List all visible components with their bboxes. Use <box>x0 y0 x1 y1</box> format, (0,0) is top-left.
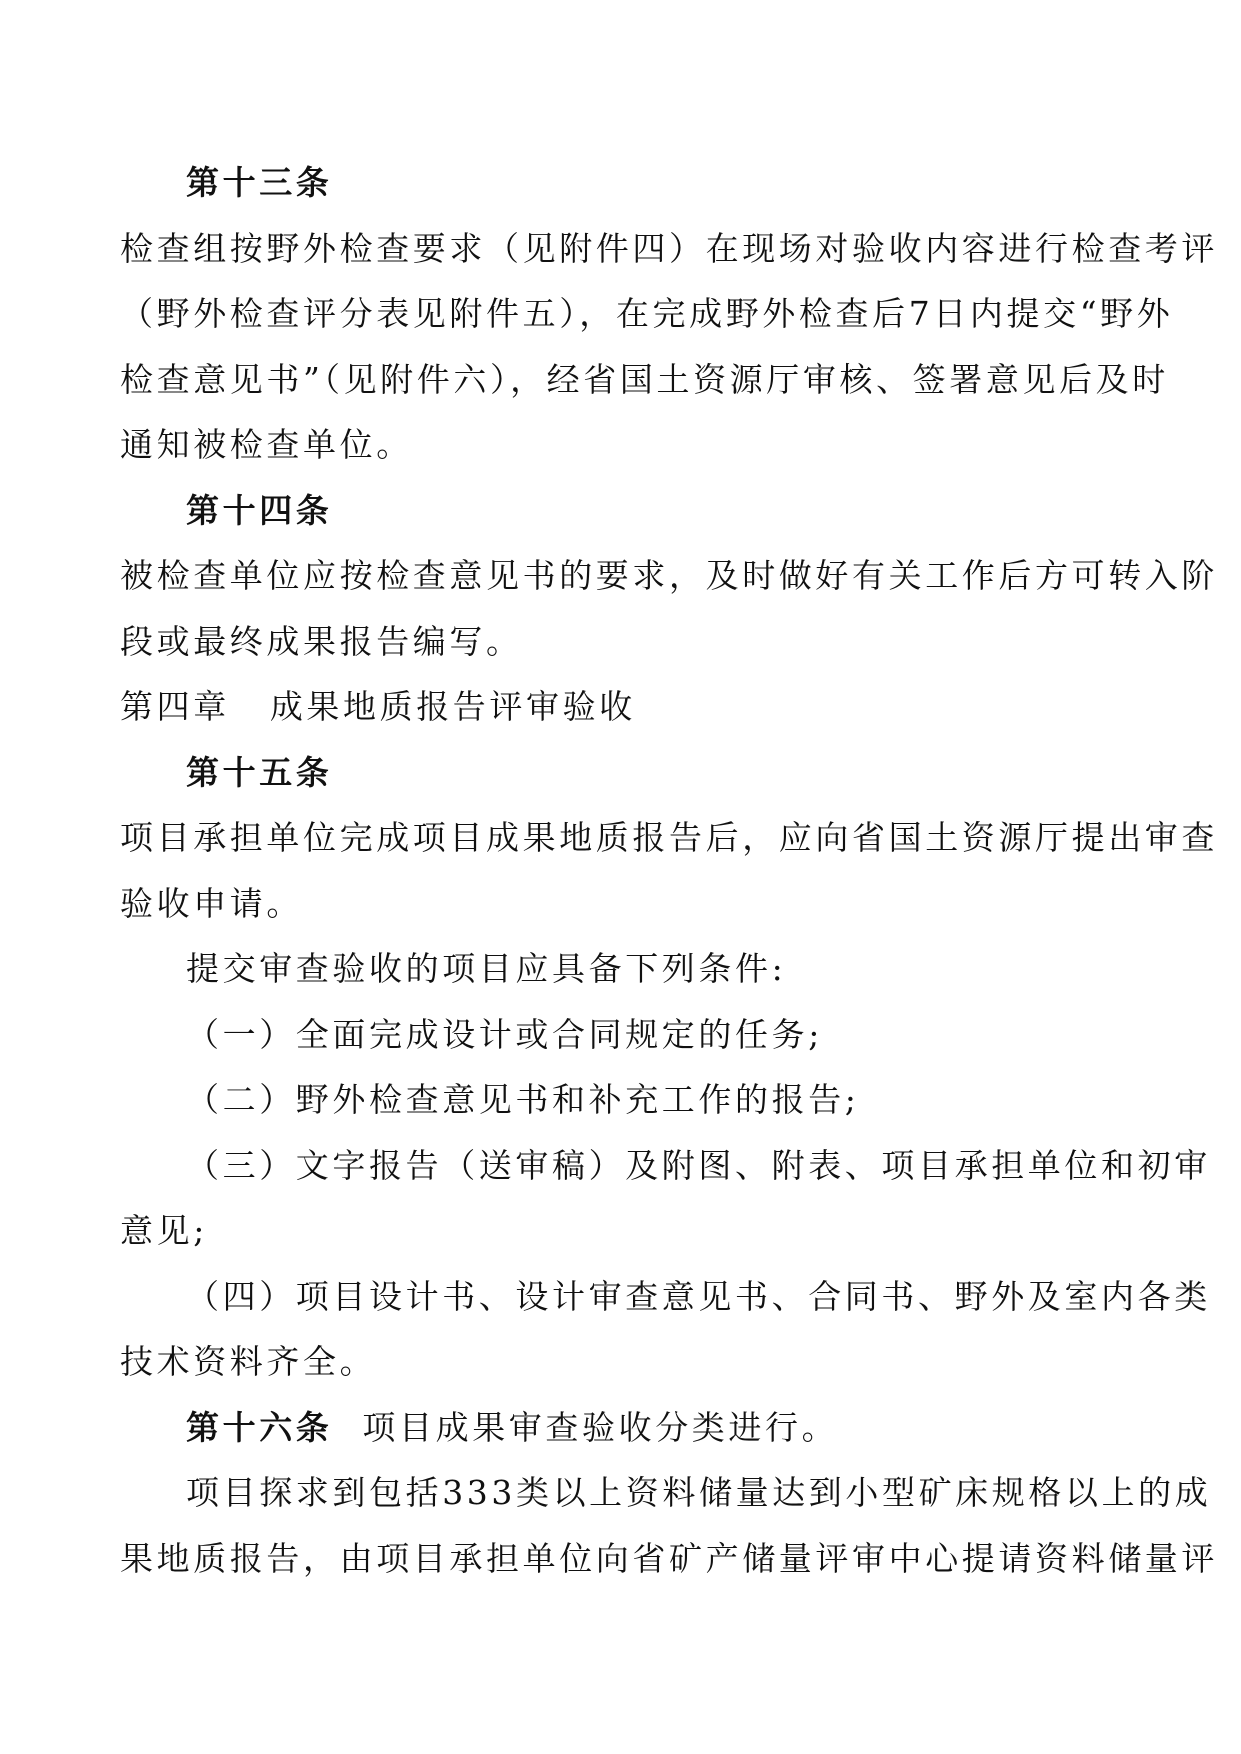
chapter-4-number: 第四章 <box>120 687 230 726</box>
condition-3-line-1: （三）文字报告（送审稿）及附图、附表、项目承担单位和初审 <box>186 1145 1211 1185</box>
article-13-heading: 第十三条 <box>186 163 333 202</box>
article-15-line-2: 验收申请。 <box>120 883 303 923</box>
article-13-line-2: （野外检查评分表见附件五），在完成野外检查后7日内提交“野外 <box>120 294 1174 333</box>
document-body <box>120 150 1218 1591</box>
article-14-line-2: 段或最终成果报告编写。 <box>120 621 523 661</box>
article-13-line-4: 通知被检查单位。 <box>120 425 413 464</box>
article-15-line-1: 项目承担单位完成项目成果地质报告后，应向省国土资源厅提出审查 <box>120 818 1218 857</box>
article-16-heading: 第十六条 <box>186 1407 333 1447</box>
article-13-line-3: 检查意见书”（见附件六），经省国土资源厅审核、签署意见后及时 <box>120 359 1169 399</box>
condition-2: （二）野外检查意见书和补充工作的报告; <box>186 1080 860 1119</box>
article-14-line-1: 被检查单位应按检查意见书的要求，及时做好有关工作后方可转入阶 <box>120 556 1218 595</box>
article-16-first-line <box>120 1395 1120 1461</box>
condition-3-line-2: 意见; <box>120 1211 208 1250</box>
article-16-line-1: 项目探求到包括333类以上资料储量达到小型矿床规格以上的成 <box>186 1473 1212 1512</box>
condition-4-line-2: 技术资料齐全。 <box>120 1342 377 1381</box>
condition-4-line-1: （四）项目设计书、设计审查意见书、合同书、野外及室内各类 <box>186 1276 1211 1316</box>
article-16-line-2: 果地质报告，由项目承担单位向省矿产储量评审中心提请资料储量评 <box>120 1538 1218 1578</box>
article-14-heading: 第十四条 <box>186 490 333 530</box>
chapter-4-heading <box>120 674 1120 740</box>
chapter-4-title: 成果地质报告评审验收 <box>269 687 636 726</box>
article-16-text: 项目成果审查验收分类进行。 <box>362 1407 839 1447</box>
article-13-line-1: 检查组按野外检查要求（见附件四）在现场对验收内容进行检查考评 <box>120 228 1218 268</box>
article-15-heading: 第十五条 <box>186 752 333 792</box>
conditions-intro: 提交审查验收的项目应具备下列条件: <box>186 949 787 988</box>
condition-1: （一）全面完成设计或合同规定的任务; <box>186 1014 823 1054</box>
